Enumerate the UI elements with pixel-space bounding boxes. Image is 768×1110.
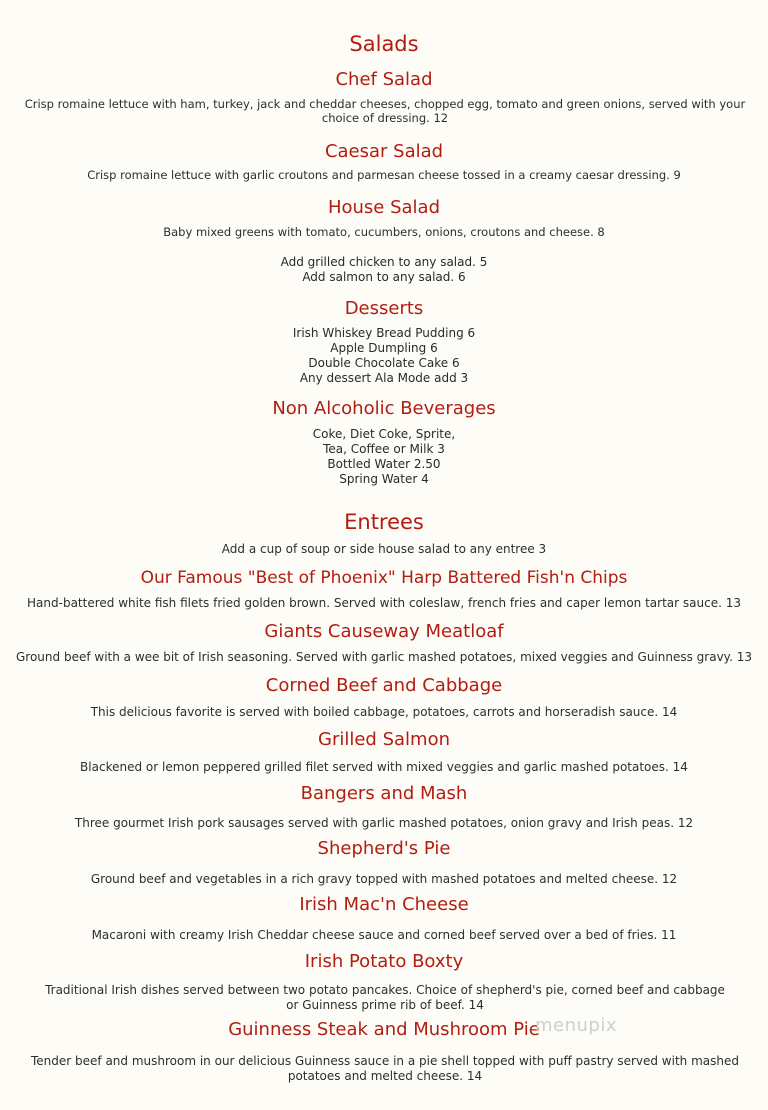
item-name-caesar-salad: Caesar Salad [324, 141, 444, 162]
beverage-list [0, 427, 768, 487]
item-name-potato-boxty: Irish Potato Boxty [304, 951, 464, 972]
list-item: Coke, Diet Coke, Sprite, [312, 427, 456, 441]
entrees-note: Add a cup of soup or side house salad to any entree 3 [221, 542, 547, 556]
item-name-fish-n-chips: Our Famous "Best of Phoenix" Harp Battered Fish'n Chips [140, 568, 628, 588]
item-desc-guinness-pie: Tender beef and mushroom in our delicious Guinness sauce in a pie shell topped with puff pastry served with mashed potatoes and melted cheese. 14 [31, 1054, 739, 1083]
list-item: Add grilled chicken to any salad. 5 [280, 255, 488, 269]
list-item: Irish Whiskey Bread Pudding 6 [292, 326, 476, 340]
watermark: menupix [535, 1015, 618, 1036]
dessert-list [0, 326, 768, 386]
item-name-grilled-salmon: Grilled Salmon [318, 729, 450, 750]
list-item: Spring Water 4 [339, 472, 429, 486]
item-desc-chef-salad: Crisp romaine lettuce with ham, turkey, jack and cheddar cheeses, chopped egg, tomato and green onions, served with your choice of dressing. 12 [24, 97, 746, 125]
item-desc-caesar-salad: Crisp romaine lettuce with garlic croutons and parmesan cheese tossed in a creamy caesar dressing. 9 [87, 168, 681, 182]
list-item: Tea, Coffee or Milk 3 [323, 442, 445, 456]
item-desc-mac-n-cheese: Macaroni with creamy Irish Cheddar cheese sauce and corned beef served over a bed of fries. 11 [91, 928, 677, 942]
section-title-desserts: Desserts [344, 298, 424, 319]
item-name-house-salad: House Salad [327, 197, 441, 218]
item-name-shepherds-pie: Shepherd's Pie [317, 838, 451, 859]
list-item: Apple Dumpling 6 [330, 341, 438, 355]
section-title-beverages: Non Alcoholic Beverages [272, 398, 496, 419]
item-name-chef-salad: Chef Salad [335, 69, 433, 90]
section-title-entrees: Entrees [344, 510, 424, 534]
item-desc-grilled-salmon: Blackened or lemon peppered grilled filet served with mixed veggies and garlic mashed potatoes. 14 [80, 760, 688, 774]
item-name-mac-n-cheese: Irish Mac'n Cheese [299, 894, 469, 915]
item-desc-potato-boxty: Traditional Irish dishes served between two potato pancakes. Choice of shepherd's pie, corned beef and cabbage or Guinness prime rib of beef. 14 [45, 983, 725, 1012]
item-name-meatloaf: Giants Causeway Meatloaf [264, 621, 504, 642]
item-desc-fish-n-chips: Hand-battered white fish filets fried golden brown. Served with coleslaw, french fries and caper lemon tartar sauce. 13 [27, 596, 741, 610]
item-desc-shepherds-pie: Ground beef and vegetables in a rich gravy topped with mashed potatoes and melted cheese. 12 [90, 872, 678, 886]
item-name-guinness-pie: Guinness Steak and Mushroom Pie [228, 1019, 540, 1040]
section-title-salads: Salads [349, 32, 419, 56]
list-item: Double Chocolate Cake 6 [308, 356, 460, 370]
salad-addons [0, 255, 768, 285]
item-desc-house-salad: Baby mixed greens with tomato, cucumbers, onions, croutons and cheese. 8 [163, 225, 605, 239]
item-name-corned-beef: Corned Beef and Cabbage [265, 675, 503, 696]
item-desc-corned-beef: This delicious favorite is served with boiled cabbage, potatoes, carrots and horseradish sauce. 14 [90, 705, 678, 719]
item-name-bangers-mash: Bangers and Mash [300, 783, 468, 804]
item-desc-bangers-mash: Three gourmet Irish pork sausages served with garlic mashed potatoes, onion gravy and Irish peas. 12 [74, 816, 694, 830]
list-item: Add salmon to any salad. 6 [302, 270, 466, 284]
list-item: Bottled Water 2.50 [327, 457, 441, 471]
item-desc-meatloaf: Ground beef with a wee bit of Irish seasoning. Served with garlic mashed potatoes, mixed veggies and Guinness gravy. 13 [16, 650, 752, 664]
list-item: Any dessert Ala Mode add 3 [299, 371, 469, 385]
